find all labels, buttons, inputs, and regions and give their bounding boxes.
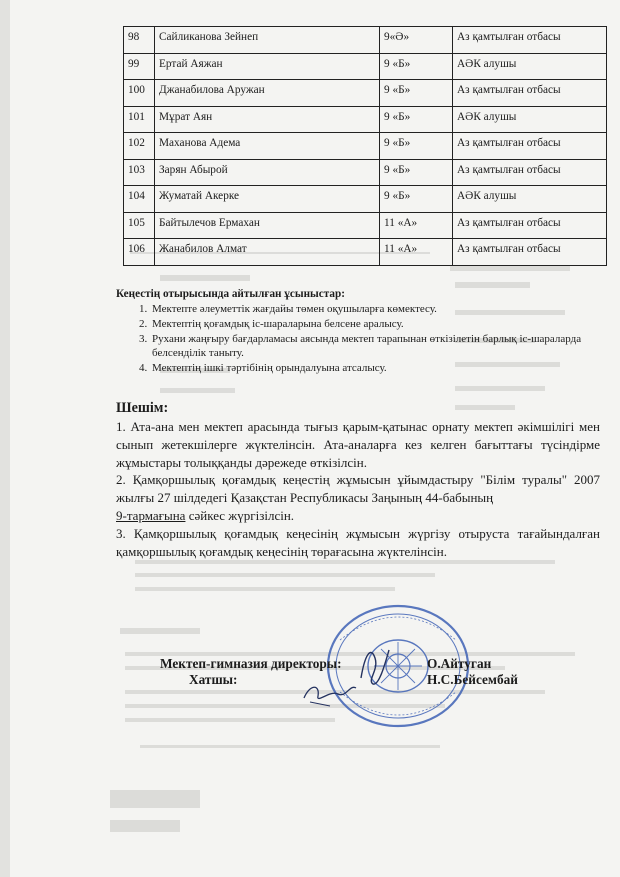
director-name: О.Айтуган xyxy=(427,656,492,671)
list-item: 2. Мектептің қоғамдық іс-шараларына белсене аралысу. xyxy=(150,317,612,331)
student-name: Мұрат Аян xyxy=(155,106,380,133)
students-table xyxy=(123,26,607,266)
student-status: АӘК алушы xyxy=(453,53,607,80)
row-number: 99 xyxy=(124,53,155,80)
row-number: 106 xyxy=(124,239,155,266)
student-class: 9 «Б» xyxy=(380,80,453,107)
student-class: 9 «Б» xyxy=(380,159,453,186)
decision-item-1: 1. Ата-ана мен мектеп арасында тығыз қарым-қатынас орнату мектеп әкімшілігі мен сынып жетекшілерге жүктелінсін. Ата-аналарға кез келген бағыттағы түсіндірме жұмыстары толыққанды дәрежеде өткізілсін. xyxy=(116,419,600,470)
recommendations-list xyxy=(138,302,612,376)
student-name: Джанабилова Аружан xyxy=(155,80,380,107)
row-number: 104 xyxy=(124,186,155,213)
student-class: 9«Ә» xyxy=(380,27,453,54)
student-status: Аз қамтылған отбасы xyxy=(453,212,607,239)
table-row xyxy=(124,239,607,266)
student-name: Жуматай Акерке xyxy=(155,186,380,213)
secretary-name: Н.С.Бейсембай xyxy=(427,672,518,687)
list-item: 4. Мектептің ішкі тәртібінің орындалуына атсалысу. xyxy=(150,361,612,375)
student-name: Байтылечов Ермахан xyxy=(155,212,380,239)
student-status: Аз қамтылған отбасы xyxy=(453,80,607,107)
secretary-signature xyxy=(300,676,360,710)
decision-item-2 xyxy=(116,471,600,524)
student-class: 9 «Б» xyxy=(380,133,453,160)
student-status: АӘК алушы xyxy=(453,106,607,133)
row-number: 103 xyxy=(124,159,155,186)
student-class: 11 «А» xyxy=(380,239,453,266)
student-status: Аз қамтылған отбасы xyxy=(453,159,607,186)
student-class: 9 «Б» xyxy=(380,106,453,133)
table-row xyxy=(124,212,607,239)
student-name: Маханова Адема xyxy=(155,133,380,160)
row-number: 105 xyxy=(124,212,155,239)
table-row xyxy=(124,159,607,186)
table-row xyxy=(124,106,607,133)
student-status: Аз қамтылған отбасы xyxy=(453,27,607,54)
row-number: 100 xyxy=(124,80,155,107)
decision-item-2-clause: 9-тармағына xyxy=(116,507,186,523)
decision-item-2-tail: сәйкес жүргізілсін. xyxy=(185,507,295,523)
row-number: 101 xyxy=(124,106,155,133)
director-signature xyxy=(355,640,395,690)
student-class: 9 «Б» xyxy=(380,53,453,80)
table-row xyxy=(124,27,607,54)
list-item: 3. Рухани жаңғыру бағдарламасы аясында мектеп тарапынан өткізілетін барлық іс-шараларда белсенділік таныту. xyxy=(150,332,612,360)
decision-heading: Шешім: xyxy=(116,400,169,416)
student-status: Аз қамтылған отбасы xyxy=(453,239,607,266)
student-status: Аз қамтылған отбасы xyxy=(453,133,607,160)
student-name: Жанабилов Алмат xyxy=(155,239,380,266)
student-name: Ертай Аяжан xyxy=(155,53,380,80)
decision-item-3: 3. Қамқоршылық қоғамдық кеңесінің жұмысын жүргізу отыруста тағайындалған қамқоршылық қоғамдық кеңесінің төрағасына жүктелінсін. xyxy=(116,525,600,559)
decision-item-2-text: 2. Қамқоршылық қоғамдық кеңестің жұмысын ұйымдастыру "Білім туралы" 2007 жылғы 27 шілдедегі Қазақстан Республикасы Заңының 44-бабының xyxy=(116,472,600,506)
decision-body xyxy=(116,418,600,560)
director-title: Мектеп-гимназия директоры: xyxy=(160,656,342,671)
row-number: 102 xyxy=(124,133,155,160)
student-name: Зарян Абырой xyxy=(155,159,380,186)
table-row xyxy=(124,186,607,213)
row-number: 98 xyxy=(124,27,155,54)
student-status: АӘК алушы xyxy=(453,186,607,213)
recommendations-title: Кеңестің отырысында айтылған ұсыныстар: xyxy=(116,288,345,300)
list-item: 1. Мектепте әлеуметтік жағдайы төмен оқушыларға көмектесу. xyxy=(150,302,612,316)
table-row xyxy=(124,80,607,107)
student-class: 11 «А» xyxy=(380,212,453,239)
student-class: 9 «Б» xyxy=(380,186,453,213)
student-name: Сайликанова Зейнеп xyxy=(155,27,380,54)
table-row xyxy=(124,53,607,80)
table-row xyxy=(124,133,607,160)
secretary-title: Хатшы: xyxy=(189,672,238,687)
